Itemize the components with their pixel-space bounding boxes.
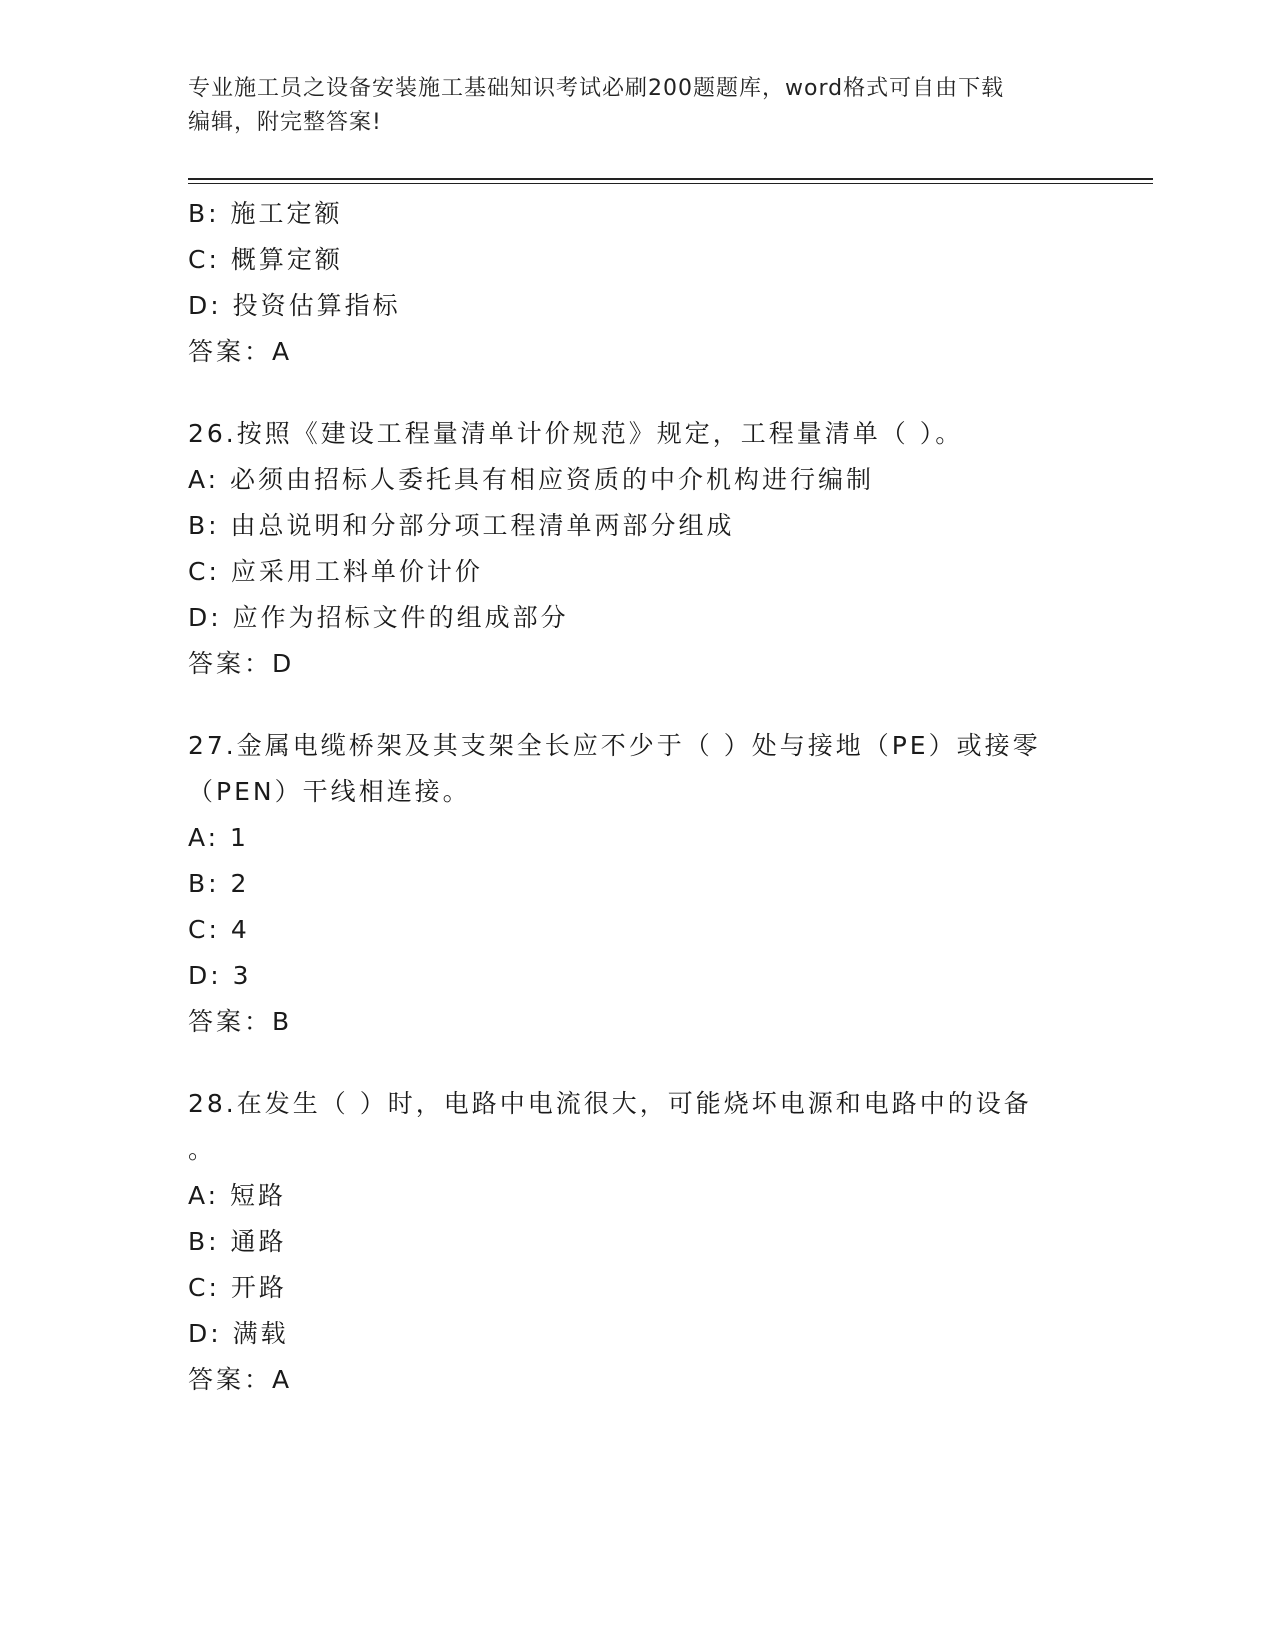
header-line-2: 编辑，附完整答案! [188,110,382,135]
answer-line: 答案：B [188,1007,293,1036]
option-b: B: 施工定额 [188,199,343,228]
option-d: D: 投资估算指标 [188,291,401,320]
question-text: 26.按照《建设工程量清单计价规范》规定，工程量清单（ ）。 [188,419,964,448]
option-b: B: 由总说明和分部分项工程清单两部分组成 [188,511,735,540]
header-line-1: 专业施工员之设备安装施工基础知识考试必刷200题题库，word格式可自由下载 [188,76,1005,101]
header-rule-thin [188,183,1153,184]
option-a: A: 必须由招标人委托具有相应资质的中介机构进行编制 [188,465,875,494]
option-a: A: 1 [188,823,249,852]
page-header [188,72,1088,140]
question-content [188,191,1088,1403]
option-c: C: 应采用工料单价计价 [188,557,483,586]
option-d: D: 满载 [188,1319,289,1348]
option-c: C: 4 [188,915,250,944]
prev-question-block [188,191,1088,375]
answer-line: 答案：D [188,649,295,678]
option-d: D: 应作为招标文件的组成部分 [188,603,569,632]
question-text: 28.在发生（ ）时，电路中电流很大，可能烧坏电源和电路中的设备 。 [188,1089,1032,1164]
option-c: C: 概算定额 [188,245,343,274]
question-28 [188,1081,1088,1403]
question-text: 27.金属电缆桥架及其支架全长应不少于（ ）处与接地（PE）或接零 （PEN）干线相连接。 [188,731,1041,806]
header-rule-thick [188,178,1153,180]
answer-line: 答案：A [188,1365,293,1394]
question-27 [188,723,1088,1045]
question-26 [188,411,1088,687]
option-d: D: 3 [188,961,252,990]
option-b: B: 2 [188,869,250,898]
option-c: C: 开路 [188,1273,287,1302]
option-b: B: 通路 [188,1227,287,1256]
answer-line: 答案：A [188,337,293,366]
option-a: A: 短路 [188,1181,287,1210]
